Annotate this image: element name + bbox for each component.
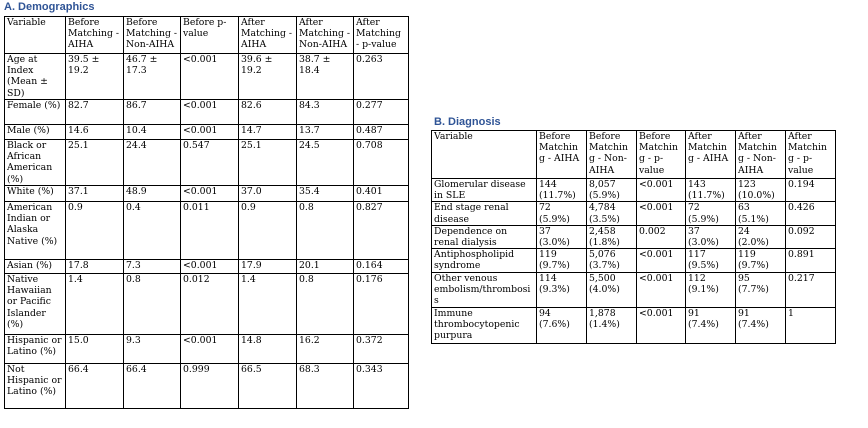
header-cell: After Matching - AIHA xyxy=(239,17,297,54)
value-cell: 14.7 xyxy=(239,125,297,140)
diagnosis-table xyxy=(431,130,836,344)
value-cell: 0.176 xyxy=(354,274,409,335)
value-cell: 25.1 xyxy=(66,140,124,186)
header-cell: Before p-value xyxy=(181,17,239,54)
value-cell: 0.164 xyxy=(354,260,409,274)
row-label-cell: Glomerular disease in SLE xyxy=(432,179,537,202)
value-cell: 0.194 xyxy=(786,179,836,202)
value-cell: 7.3 xyxy=(124,260,181,274)
value-cell: 37 (3.0%) xyxy=(686,225,736,248)
value-cell: <0.001 xyxy=(181,186,239,202)
value-cell: 72 (5.9%) xyxy=(686,202,736,225)
row-label-cell: Female (%) xyxy=(5,100,66,125)
value-cell: <0.001 xyxy=(637,272,686,307)
value-cell: 37.0 xyxy=(239,186,297,202)
value-cell: 86.7 xyxy=(124,100,181,125)
row-label-cell: Hispanic or Latino (%) xyxy=(5,335,66,364)
value-cell: 0.343 xyxy=(354,364,409,409)
header-cell: After Matchin g - p-value xyxy=(786,131,836,179)
table-row xyxy=(5,202,409,260)
value-cell: 0.012 xyxy=(181,274,239,335)
value-cell: <0.001 xyxy=(181,100,239,125)
value-cell: 0.999 xyxy=(181,364,239,409)
row-label-cell: Asian (%) xyxy=(5,260,66,274)
value-cell: 24.5 xyxy=(297,140,354,186)
row-label-cell: White (%) xyxy=(5,186,66,202)
value-cell: 0.217 xyxy=(786,272,836,307)
value-cell: 117 (9.5%) xyxy=(686,249,736,272)
row-label-cell: Dependence on renal dialysis xyxy=(432,225,537,248)
value-cell: 24 (2.0%) xyxy=(736,225,786,248)
table-row xyxy=(5,140,409,186)
header-cell: Before Matching - Non-AIHA xyxy=(124,17,181,54)
value-cell: 72 (5.9%) xyxy=(537,202,587,225)
value-cell: 94 (7.6%) xyxy=(537,307,587,343)
value-cell: 82.7 xyxy=(66,100,124,125)
header-cell: After Matchin g - Non-AIHA xyxy=(736,131,786,179)
value-cell: 1.4 xyxy=(239,274,297,335)
value-cell: 46.7 ± 17.3 xyxy=(124,54,181,100)
value-cell: 38.7 ± 18.4 xyxy=(297,54,354,100)
value-cell: 1 xyxy=(786,307,836,343)
value-cell: 144 (11.7%) xyxy=(537,179,587,202)
header-cell: Before Matching - AIHA xyxy=(66,17,124,54)
row-label-cell: Black or African American (%) xyxy=(5,140,66,186)
value-cell: 37.1 xyxy=(66,186,124,202)
value-cell: 91 (7.4%) xyxy=(736,307,786,343)
value-cell: 0.9 xyxy=(66,202,124,260)
table-row xyxy=(5,364,409,409)
demographics-table xyxy=(4,16,409,409)
value-cell: <0.001 xyxy=(181,54,239,100)
value-cell: 10.4 xyxy=(124,125,181,140)
table-row xyxy=(432,249,836,272)
value-cell: 24.4 xyxy=(124,140,181,186)
table-row xyxy=(5,335,409,364)
value-cell: 66.4 xyxy=(124,364,181,409)
header-cell: Variable xyxy=(432,131,537,179)
value-cell: <0.001 xyxy=(637,307,686,343)
value-cell: 16.2 xyxy=(297,335,354,364)
table-row xyxy=(5,260,409,274)
value-cell: 0.708 xyxy=(354,140,409,186)
value-cell: 0.487 xyxy=(354,125,409,140)
value-cell: 25.1 xyxy=(239,140,297,186)
row-label-cell: Other venous embolism/thrombosi s xyxy=(432,272,537,307)
row-label-cell: Antiphospholipid syndrome xyxy=(432,249,537,272)
value-cell: 0.011 xyxy=(181,202,239,260)
value-cell: 14.8 xyxy=(239,335,297,364)
header-cell: Before Matchin g - Non-AIHA xyxy=(587,131,637,179)
value-cell: 13.7 xyxy=(297,125,354,140)
value-cell: 119 (9.7%) xyxy=(736,249,786,272)
row-label-cell: American Indian or Alaska Native (%) xyxy=(5,202,66,260)
value-cell: 1,878 (1.4%) xyxy=(587,307,637,343)
row-label-cell: Immune thrombocytopenic purpura xyxy=(432,307,537,343)
value-cell: 0.4 xyxy=(124,202,181,260)
value-cell: 0.002 xyxy=(637,225,686,248)
value-cell: 17.9 xyxy=(239,260,297,274)
row-label-cell: Male (%) xyxy=(5,125,66,140)
table-row xyxy=(432,225,836,248)
value-cell: 48.9 xyxy=(124,186,181,202)
table-row xyxy=(432,202,836,225)
value-cell: 17.8 xyxy=(66,260,124,274)
row-label-cell: Age at Index (Mean ± SD) xyxy=(5,54,66,100)
value-cell: 0.8 xyxy=(124,274,181,335)
value-cell: 84.3 xyxy=(297,100,354,125)
table-row xyxy=(432,272,836,307)
header-cell: After Matching - p-value xyxy=(354,17,409,54)
value-cell: <0.001 xyxy=(637,249,686,272)
row-label-cell: Not Hispanic or Latino (%) xyxy=(5,364,66,409)
value-cell: 39.5 ± 19.2 xyxy=(66,54,124,100)
value-cell: 66.5 xyxy=(239,364,297,409)
table-row xyxy=(432,179,836,202)
value-cell: 95 (7.7%) xyxy=(736,272,786,307)
header-cell: Before Matchin g - p-value xyxy=(637,131,686,179)
value-cell: 0.8 xyxy=(297,274,354,335)
value-cell: <0.001 xyxy=(637,202,686,225)
value-cell: 0.277 xyxy=(354,100,409,125)
header-cell: Variable xyxy=(5,17,66,54)
row-label-cell: End stage renal disease xyxy=(432,202,537,225)
value-cell: 0.827 xyxy=(354,202,409,260)
demographics-header-row xyxy=(5,17,409,54)
value-cell: 0.9 xyxy=(239,202,297,260)
value-cell: 5,076 (3.7%) xyxy=(587,249,637,272)
value-cell: 37 (3.0%) xyxy=(537,225,587,248)
table-row xyxy=(5,54,409,100)
diagnosis-title: B. Diagnosis xyxy=(434,116,501,128)
value-cell: 8,057 (5.9%) xyxy=(587,179,637,202)
diagnosis-header-row xyxy=(432,131,836,179)
value-cell: 143 (11.7%) xyxy=(686,179,736,202)
value-cell: <0.001 xyxy=(181,260,239,274)
value-cell: 114 (9.3%) xyxy=(537,272,587,307)
value-cell: 112 (9.1%) xyxy=(686,272,736,307)
value-cell: 0.426 xyxy=(786,202,836,225)
value-cell: 119 (9.7%) xyxy=(537,249,587,272)
header-cell: After Matchin g - AIHA xyxy=(686,131,736,179)
value-cell: 2,458 (1.8%) xyxy=(587,225,637,248)
value-cell: <0.001 xyxy=(637,179,686,202)
value-cell: 68.3 xyxy=(297,364,354,409)
value-cell: 5,500 (4.0%) xyxy=(587,272,637,307)
value-cell: 0.372 xyxy=(354,335,409,364)
table-row xyxy=(5,274,409,335)
value-cell: 91 (7.4%) xyxy=(686,307,736,343)
value-cell: 39.6 ± 19.2 xyxy=(239,54,297,100)
value-cell: 20.1 xyxy=(297,260,354,274)
value-cell: <0.001 xyxy=(181,335,239,364)
value-cell: 0.547 xyxy=(181,140,239,186)
value-cell: 14.6 xyxy=(66,125,124,140)
table-row xyxy=(5,186,409,202)
table-row xyxy=(432,307,836,343)
demographics-title: A. Demographics xyxy=(4,1,95,13)
value-cell: 0.092 xyxy=(786,225,836,248)
value-cell: 35.4 xyxy=(297,186,354,202)
value-cell: 4,784 (3.5%) xyxy=(587,202,637,225)
value-cell: 1.4 xyxy=(66,274,124,335)
value-cell: 0.263 xyxy=(354,54,409,100)
value-cell: 66.4 xyxy=(66,364,124,409)
table-row xyxy=(5,100,409,125)
value-cell: <0.001 xyxy=(181,125,239,140)
value-cell: 0.8 xyxy=(297,202,354,260)
header-cell: Before Matchin g - AIHA xyxy=(537,131,587,179)
value-cell: 63 (5.1%) xyxy=(736,202,786,225)
value-cell: 15.0 xyxy=(66,335,124,364)
value-cell: 0.401 xyxy=(354,186,409,202)
header-cell: After Matching - Non-AIHA xyxy=(297,17,354,54)
row-label-cell: Native Hawaiian or Pacific Islander (%) xyxy=(5,274,66,335)
table-row xyxy=(5,125,409,140)
value-cell: 9.3 xyxy=(124,335,181,364)
value-cell: 123 (10.0%) xyxy=(736,179,786,202)
value-cell: 0.891 xyxy=(786,249,836,272)
value-cell: 82.6 xyxy=(239,100,297,125)
